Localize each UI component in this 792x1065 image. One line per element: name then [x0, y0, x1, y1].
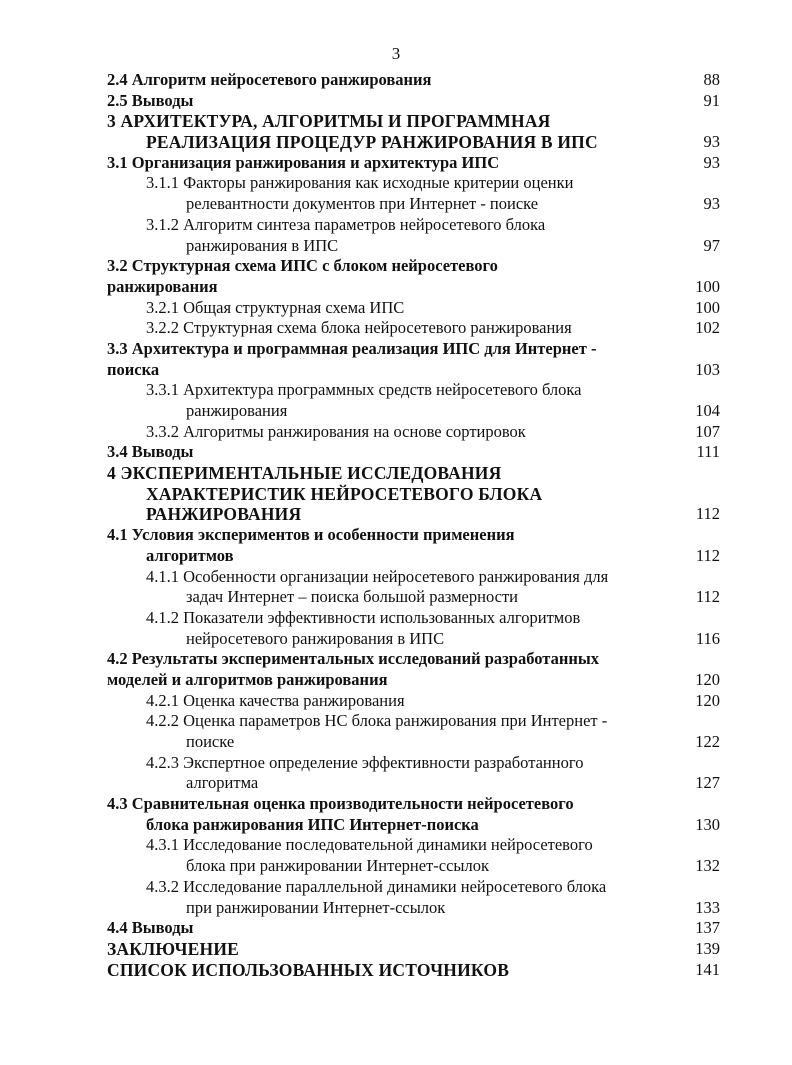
toc-entry: [0, 711, 792, 732]
toc-entry: [0, 649, 792, 670]
toc-entry-title: 4.2.1 Оценка качества ранжирования: [146, 690, 405, 710]
toc-entry-title: 2.4 Алгоритм нейросетевого ранжирования: [107, 70, 432, 89]
toc-entry-title: 3.1 Организация ранжирования и архитектура ИПС: [107, 152, 500, 172]
toc-entry-page: 141: [695, 959, 720, 979]
toc-entry: [0, 215, 792, 236]
toc-entry-title: 3.2.2 Структурная схема блока нейросетевого ранжирования: [146, 318, 572, 338]
toc-entry-title: 3.1.1 Факторы ранжирования как исходные критерии оценки: [146, 173, 574, 193]
toc-entry-title: 3.3 Архитектура и программная реализация ИПС для Интернет -: [107, 338, 597, 358]
toc-entry-page: 91: [703, 90, 720, 110]
toc-entry-title: 4.3 Сравнительная оценка производительности нейросетевого: [107, 794, 574, 814]
toc-entry-title: задач Интернет – поиска большой размерности: [186, 587, 518, 607]
toc-entry-title: 3 АРХИТЕКТУРА, АЛГОРИТМЫ И ПРОГРАММНАЯ: [107, 111, 551, 132]
toc-entry-page: 93: [703, 132, 720, 152]
toc-entry-title: 3.1.2 Алгоритм синтеза параметров нейросетевого блока: [146, 214, 546, 234]
toc-entry: [0, 608, 792, 629]
toc-entry: [0, 318, 792, 339]
toc-entry-title: 4 ЭКСПЕРИМЕНТАЛЬНЫЕ ИССЛЕДОВАНИЯ: [107, 463, 502, 484]
toc-entry: [0, 918, 792, 939]
toc-entry-title: 4.2.2 Оценка параметров НС блока ранжирования при Интернет -: [146, 711, 608, 731]
toc-entry: [0, 504, 792, 525]
toc-entry: [0, 629, 792, 650]
toc-entry-title: моделей и алгоритмов ранжирования: [107, 669, 388, 689]
toc-entry: [0, 525, 792, 546]
toc-entry-title: 2.5 Выводы: [107, 90, 194, 110]
toc-entry-title: релевантности документов при Интернет - поиске: [186, 194, 539, 214]
toc-entry: [0, 939, 792, 960]
toc-entry: [0, 567, 792, 588]
toc-entry: [0, 856, 792, 877]
toc-entry-page: 137: [695, 918, 720, 938]
toc-entry: [0, 173, 792, 194]
toc-entry-page: 133: [695, 897, 720, 917]
toc-entry-title: 4.1.2 Показатели эффективности использованных алгоритмов: [146, 607, 581, 627]
toc-entry: [0, 753, 792, 774]
toc-entry: [0, 732, 792, 753]
toc-entry: [0, 442, 792, 463]
toc-entry-title: 4.4 Выводы: [107, 918, 194, 938]
page-number: 3: [391, 44, 401, 63]
toc-entry-title: 4.1.1 Особенности организации нейросетевого ранжирования для: [146, 566, 609, 586]
toc-entry: [0, 463, 792, 484]
toc-entry-page: 103: [695, 359, 720, 379]
toc-entry-title: 3.3.2 Алгоритмы ранжирования на основе сортировок: [146, 421, 526, 441]
toc-entry-page: 116: [695, 628, 720, 648]
toc-entry-title: 4.2 Результаты экспериментальных исследований разработанных: [107, 649, 599, 669]
toc-entry-title: 4.3.1 Исследование последовательной динамики нейросетевого: [146, 835, 593, 855]
toc-entry-page: 120: [695, 690, 720, 710]
toc-entry-page: 112: [695, 504, 720, 524]
toc-entry-page: 120: [695, 669, 720, 689]
toc-entry: [0, 773, 792, 794]
toc-entry-page: 88: [703, 70, 720, 89]
toc-entry: [0, 111, 792, 132]
toc-entry-title: алгоритмов: [146, 545, 234, 565]
toc-entry-page: 132: [695, 856, 720, 876]
toc-entry-title: СПИСОК ИСПОЛЬЗОВАННЫХ ИСТОЧНИКОВ: [107, 959, 510, 980]
toc-entry: [0, 691, 792, 712]
toc-entry: [0, 670, 792, 691]
toc-entry: [0, 298, 792, 319]
toc-entry-title: поиске: [186, 732, 235, 751]
toc-entry-title: 3.4 Выводы: [107, 442, 194, 462]
toc-entry: [0, 546, 792, 567]
toc-entry-title: 3.3.1 Архитектура программных средств нейросетевого блока: [146, 380, 582, 400]
toc-entry-page: 127: [695, 773, 720, 793]
toc-entry-page: 130: [695, 814, 720, 834]
toc-entry: [0, 339, 792, 360]
toc-entry: [0, 194, 792, 215]
toc-entry-title: 4.1 Условия экспериментов и особенности применения: [107, 525, 515, 545]
toc-entry-page: 139: [695, 938, 720, 958]
toc-entry: [0, 256, 792, 277]
toc-entry: [0, 422, 792, 443]
toc-entry: [0, 153, 792, 174]
toc-entry: [0, 815, 792, 836]
toc-entry: [0, 898, 792, 919]
toc-entry-page: 100: [695, 297, 720, 317]
toc-entry-title: ранжирования: [186, 401, 288, 420]
toc-entry-title: РАНЖИРОВАНИЯ: [146, 504, 302, 525]
toc-entry-page: 107: [695, 421, 720, 441]
toc-entry: [0, 91, 792, 112]
toc-entry-page: 112: [695, 587, 720, 607]
toc-entry-page: 122: [695, 732, 720, 751]
toc-entry-title: 3.2 Структурная схема ИПС с блоком нейросетевого: [107, 256, 498, 276]
toc-entry: [0, 70, 792, 91]
toc-entry-title: алгоритма: [186, 773, 259, 793]
toc-entry: [0, 360, 792, 381]
toc-entry-page: 112: [695, 545, 720, 565]
toc-entry-page: 102: [695, 318, 720, 338]
toc-entry: [0, 587, 792, 608]
toc-entry-title: блока при ранжировании Интернет-ссылок: [186, 856, 489, 876]
toc-entry-title: нейросетевого ранжирования в ИПС: [186, 628, 445, 648]
toc-entry-title: РЕАЛИЗАЦИЯ ПРОЦЕДУР РАНЖИРОВАНИЯ В ИПС: [146, 132, 598, 153]
toc-entry-title: 4.2.3 Экспертное определение эффективности разработанного: [146, 752, 584, 772]
toc-entry-page: 97: [703, 235, 720, 255]
toc-entry-title: ранжирования в ИПС: [186, 235, 339, 255]
toc-entry-title: ХАРАКТЕРИСТИК НЕЙРОСЕТЕВОГО БЛОКА: [146, 483, 543, 504]
toc-entry: [0, 960, 792, 981]
toc-entry-title: ЗАКЛЮЧЕНИЕ: [107, 938, 240, 959]
toc-entry-title: ранжирования: [107, 276, 218, 296]
toc-entry: [0, 877, 792, 898]
toc-entry-title: 3.2.1 Общая структурная схема ИПС: [146, 297, 405, 317]
toc-entry: [0, 484, 792, 505]
toc-entry-page: 100: [695, 276, 720, 296]
toc-entry-title: поиска: [107, 359, 160, 379]
table-of-contents: [0, 70, 792, 980]
toc-entry: [0, 277, 792, 298]
toc-entry-title: 4.3.2 Исследование параллельной динамики нейросетевого блока: [146, 876, 607, 896]
toc-entry: [0, 401, 792, 422]
toc-entry-page: 93: [703, 152, 720, 172]
toc-entry-title: блока ранжирования ИПС Интернет-поиска: [146, 814, 479, 834]
toc-entry: [0, 236, 792, 257]
toc-entry-title: при ранжировании Интернет-ссылок: [186, 897, 446, 917]
toc-entry-page: 111: [696, 442, 720, 462]
toc-entry: [0, 132, 792, 153]
toc-entry: [0, 835, 792, 856]
toc-entry: [0, 794, 792, 815]
toc-entry-page: 93: [703, 194, 720, 214]
toc-entry: [0, 380, 792, 401]
toc-entry-page: 104: [695, 401, 720, 420]
